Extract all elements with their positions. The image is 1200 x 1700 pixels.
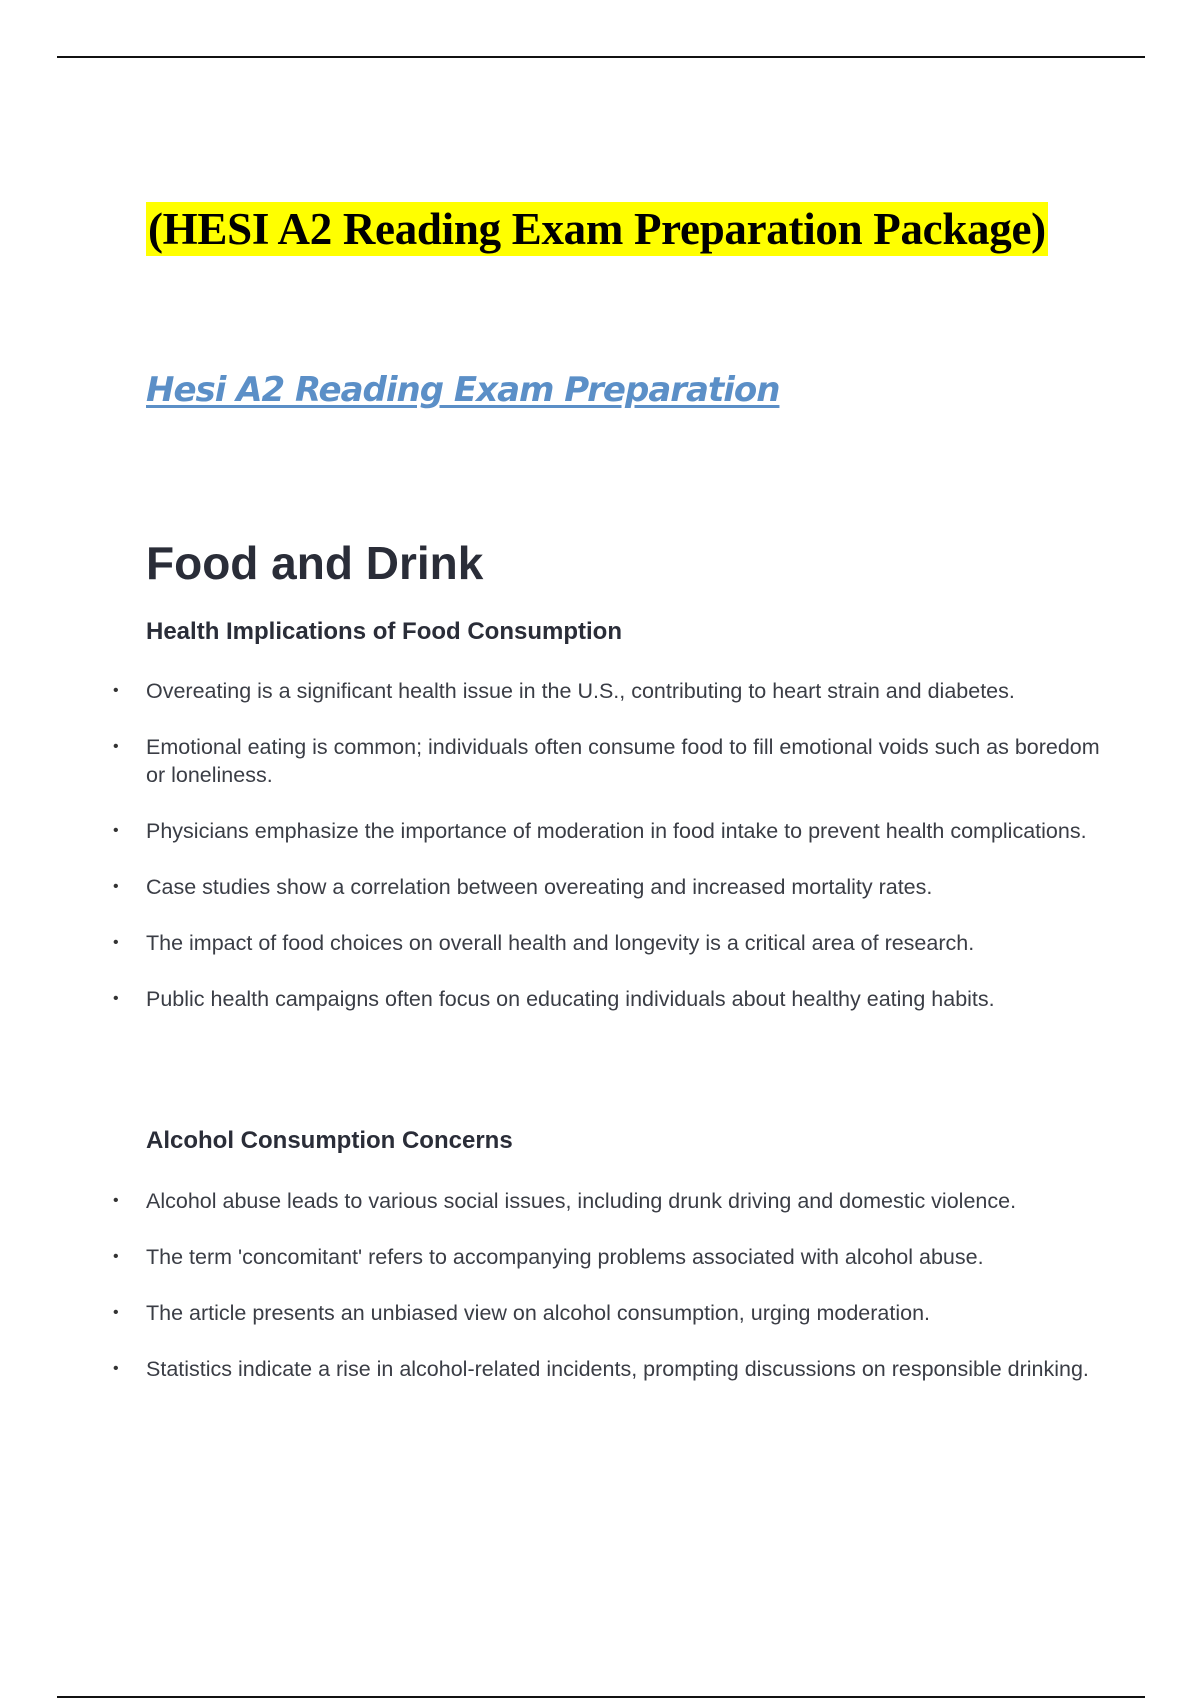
list-item: • Case studies show a correlation between overeating and increased mortality rates. <box>146 873 1106 901</box>
section-heading: Food and Drink <box>146 537 484 589</box>
list-item: • Statistics indicate a rise in alcohol-related incidents, prompting discussions on responsible drinking. <box>146 1355 1106 1383</box>
list-item: • The article presents an unbiased view on alcohol consumption, urging moderation. <box>146 1299 1106 1327</box>
list-item: • Emotional eating is common; individuals often consume food to fill emotional voids such as boredom or loneliness. <box>146 733 1106 789</box>
list-item: • The impact of food choices on overall health and longevity is a critical area of research. <box>146 929 1106 957</box>
list-item: • Alcohol abuse leads to various social issues, including drunk driving and domestic violence. <box>146 1187 1106 1215</box>
subheading-food: Health Implications of Food Consumption <box>146 618 622 645</box>
document-title: (HESI A2 Reading Exam Preparation Package) <box>148 204 1046 254</box>
list-item: • The term 'concomitant' refers to accompanying problems associated with alcohol abuse. <box>146 1243 1106 1271</box>
list-item: • Overeating is a significant health issue in the U.S., contributing to heart strain and diabetes. <box>146 677 1106 705</box>
alcohol-bullet-list <box>146 1187 1106 1411</box>
top-rule <box>57 56 1145 58</box>
subheading-alcohol: Alcohol Consumption Concerns <box>146 1127 513 1154</box>
list-item: • Physicians emphasize the importance of moderation in food intake to prevent health complications. <box>146 817 1106 845</box>
bottom-rule <box>57 1696 1145 1698</box>
subtitle-link[interactable]: Hesi A2 Reading Exam Preparation <box>146 370 780 410</box>
list-item: • Public health campaigns often focus on educating individuals about healthy eating habits. <box>146 985 1106 1013</box>
food-bullet-list <box>146 677 1106 1041</box>
